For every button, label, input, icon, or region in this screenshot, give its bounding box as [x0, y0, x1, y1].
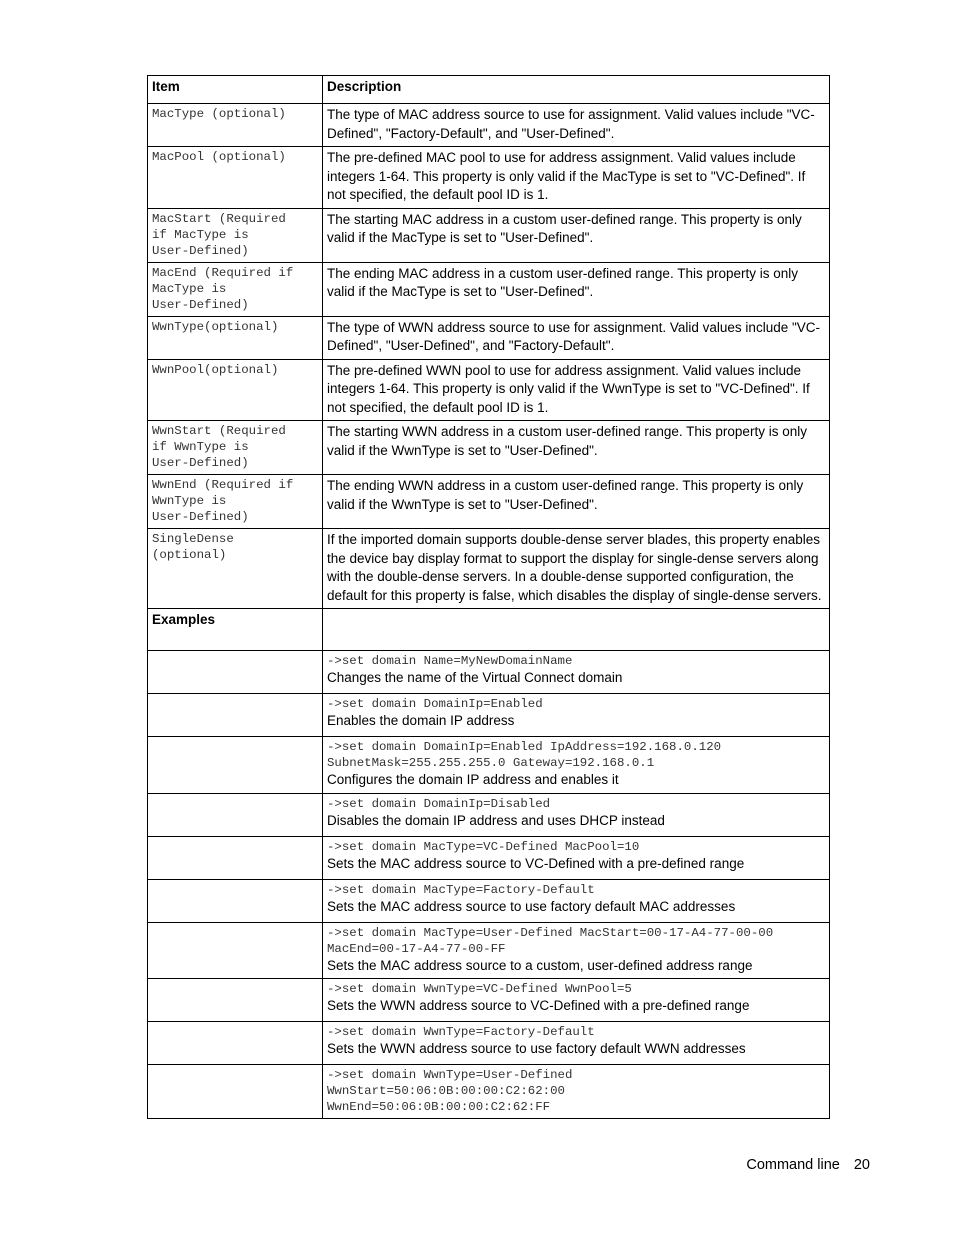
example-description: Configures the domain IP address and enables it [327, 772, 619, 787]
table-row [148, 147, 830, 209]
column-header-item: Item [148, 76, 323, 104]
example-row [148, 694, 830, 737]
page-footer [746, 1157, 870, 1173]
property-item-cell [148, 208, 323, 262]
example-empty-cell [148, 694, 323, 737]
property-name: MacType (optional) [152, 107, 286, 121]
property-description: The ending WWN address in a custom user-defined range. This property is only valid if the WwnType is set to "User-Defined". [323, 475, 830, 529]
example-row [148, 836, 830, 879]
example-cell [323, 793, 830, 836]
example-description: Sets the WWN address source to VC-Defined with a pre-defined range [327, 998, 750, 1013]
example-cell [323, 922, 830, 979]
column-header-description: Description [323, 76, 830, 104]
property-description: The type of MAC address source to use for assignment. Valid values include "VC-Defined", "Factory-Default", and "User-Defined". [323, 104, 830, 147]
example-rows [148, 651, 830, 1119]
command-properties-table [147, 75, 830, 1119]
example-command: ->set domain DomainIp=Enabled IpAddress=192.168.0.120 SubnetMask=255.255.255.0 Gateway=192.168.0.1 [327, 740, 722, 770]
table-row [148, 262, 830, 316]
table-row [148, 316, 830, 359]
property-rows [148, 104, 830, 609]
examples-label: Examples [148, 609, 323, 651]
example-command: ->set domain WwnType=User-Defined WwnStart=50:06:0B:00:00:C2:62:00 WwnEnd=50:06:0B:00:00:C2:62:FF [327, 1068, 573, 1114]
example-row [148, 1022, 830, 1065]
example-cell [323, 879, 830, 922]
example-command: ->set domain MacType=User-Defined MacStart=00-17-A4-77-00-00 MacEnd=00-17-A4-77-00-FF [327, 925, 774, 956]
example-command: ->set domain Name=MyNewDomainName [327, 654, 573, 668]
example-description: Sets the WWN address source to use factory default WWN addresses [327, 1041, 746, 1056]
footer-section-title: Command line [746, 1157, 840, 1173]
examples-header-empty-cell [323, 609, 830, 651]
example-command: ->set domain WwnType=Factory-Default [327, 1025, 595, 1039]
example-row [148, 1065, 830, 1119]
example-command: ->set domain DomainIp=Enabled [327, 697, 543, 711]
example-row [148, 922, 830, 979]
example-empty-cell [148, 836, 323, 879]
table-row [148, 104, 830, 147]
example-description: Sets the MAC address source to a custom, user-defined address range [327, 957, 753, 973]
property-description: The ending MAC address in a custom user-defined range. This property is only valid if the MacType is set to "User-Defined". [323, 262, 830, 316]
example-cell [323, 737, 830, 794]
property-item-cell [148, 475, 323, 529]
example-empty-cell [148, 1022, 323, 1065]
example-command: ->set domain MacType=Factory-Default [327, 882, 595, 897]
example-row [148, 737, 830, 794]
example-empty-cell [148, 979, 323, 1022]
example-description: Sets the MAC address source to use factory default MAC addresses [327, 898, 736, 914]
property-name: MacEnd (Required if MacType is User-Defined) [152, 265, 294, 312]
example-row [148, 879, 830, 922]
property-description: The pre-defined MAC pool to use for address assignment. Valid values include integers 1-64. This property is only valid if the MacType is set to "VC-Defined". If not specified, the default pool ID is 1. [323, 147, 830, 209]
table-row [148, 529, 830, 609]
example-empty-cell [148, 651, 323, 694]
property-item-cell [148, 262, 323, 316]
example-empty-cell [148, 879, 323, 922]
example-row [148, 979, 830, 1022]
example-empty-cell [148, 922, 323, 979]
property-item-cell [148, 529, 323, 609]
table-header-row [148, 76, 830, 104]
property-description: If the imported domain supports double-dense server blades, this property enables the device bay display format to support the display for single-dense servers along with the double-dense servers. In a double-dense supported configuration, the default for this property is false, which disables the display of single-dense servers. [323, 529, 830, 609]
example-command: ->set domain WwnType=VC-Defined WwnPool=5 [327, 982, 632, 996]
example-empty-cell [148, 1065, 323, 1119]
property-item-cell [148, 147, 323, 209]
property-name: WwnType(optional) [152, 319, 279, 334]
example-cell [323, 836, 830, 879]
example-empty-cell [148, 793, 323, 836]
property-description: The type of WWN address source to use for assignment. Valid values include "VC-Defined", "User-Defined", and "Factory-Default". [323, 316, 830, 359]
example-description: Disables the domain IP address and uses DHCP instead [327, 812, 665, 828]
table-row [148, 421, 830, 475]
example-description: Sets the MAC address source to VC-Defined with a pre-defined range [327, 855, 745, 871]
property-name: WwnEnd (Required if WwnType is User-Defined) [152, 478, 294, 524]
example-cell [323, 1065, 830, 1119]
example-command: ->set domain MacType=VC-Defined MacPool=10 [327, 839, 640, 854]
example-empty-cell [148, 737, 323, 794]
example-description: Enables the domain IP address [327, 713, 515, 728]
example-cell [323, 979, 830, 1022]
property-item-cell [148, 104, 323, 147]
property-item-cell [148, 359, 323, 421]
table-row [148, 208, 830, 262]
example-command: ->set domain DomainIp=Disabled [327, 796, 551, 811]
property-name: WwnPool(optional) [152, 362, 279, 377]
property-item-cell [148, 316, 323, 359]
page-number: 20 [853, 1157, 870, 1173]
example-cell [323, 1022, 830, 1065]
property-name: MacPool (optional) [152, 150, 286, 164]
examples-header-row [148, 609, 830, 651]
example-cell [323, 651, 830, 694]
example-row [148, 793, 830, 836]
example-row [148, 651, 830, 694]
property-description: The starting WWN address in a custom user-defined range. This property is only valid if the WwnType is set to "User-Defined". [323, 421, 830, 475]
property-name: WwnStart (Required if WwnType is User-Defined) [152, 424, 286, 470]
example-description: Changes the name of the Virtual Connect domain [327, 670, 623, 685]
property-description: The pre-defined WWN pool to use for address assignment. Valid values include integers 1-64. This property is only valid if the WwnType is set to "VC-Defined". If not specified, the default pool ID is 1. [323, 359, 830, 421]
table-row [148, 475, 830, 529]
property-name: SingleDense (optional) [152, 532, 234, 562]
property-name: MacStart (Required if MacType is User-Defined) [152, 211, 286, 258]
property-item-cell [148, 421, 323, 475]
property-description: The starting MAC address in a custom user-defined range. This property is only valid if the MacType is set to "User-Defined". [323, 208, 830, 262]
example-cell [323, 694, 830, 737]
table-row [148, 359, 830, 421]
